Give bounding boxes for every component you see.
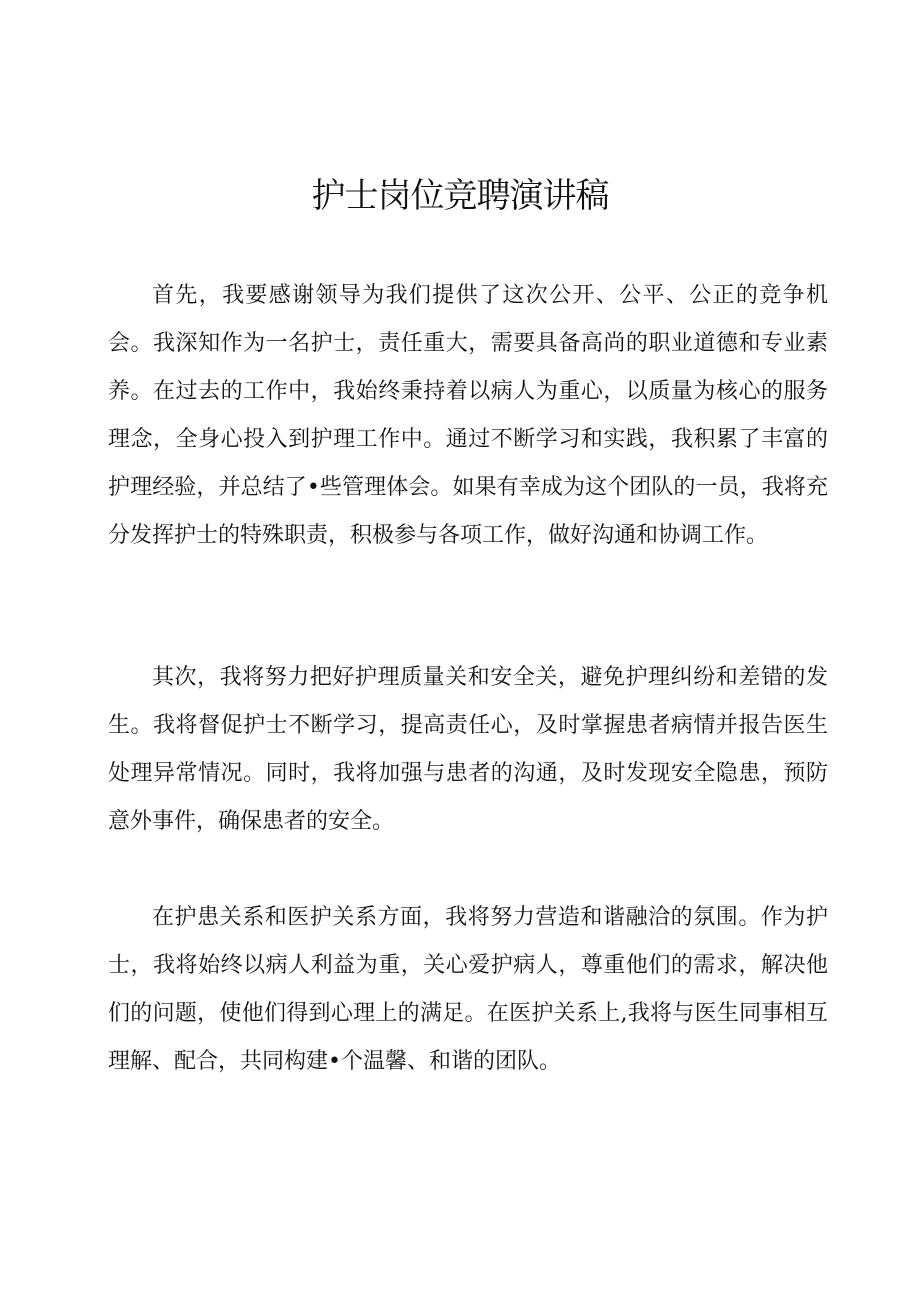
paragraph-3: 在护患关系和医护关系方面，我将努力营造和谐融洽的氛围。作为护士，我将始终以病人利益为重，关心爱护病人，尊重他们的需求，解决他们的问题，使他们得到心理上的满足。在医护关系上,我将与医生同事相互理解、配合，共同构建•个温馨、和谐的团队。 <box>108 905 828 1074</box>
paragraph-1: 首先，我要感谢领导为我们提供了这次公开、公平、公正的竞争机会。我深知作为一名护士，责任重大，需要具备高尚的职业道德和专业素养。在过去的工作中，我始终秉持着以病人为重心，以质量为核心的服务理念，全身心投入到护理工作中。通过不断学习和实践，我积累了丰富的护理经验，并总结了•些管理体会。如果有幸成为这个团队的一员，我将充分发挥护士的特殊职责，积极参与各项工作，做好沟通和协调工作。 <box>108 283 828 548</box>
paragraph-2: 其次，我将努力把好护理质量关和安全关，避免护理纠纷和差错的发生。我将督促护士不断学习，提高责任心，及时掌握患者病情并报告医生处理异常情况。同时，我将加强与患者的沟通，及时发现安全隐患，预防意外事件，确保患者的安全。 <box>108 665 828 834</box>
document-title: 护士岗位竞聘演讲稿 <box>311 176 609 216</box>
